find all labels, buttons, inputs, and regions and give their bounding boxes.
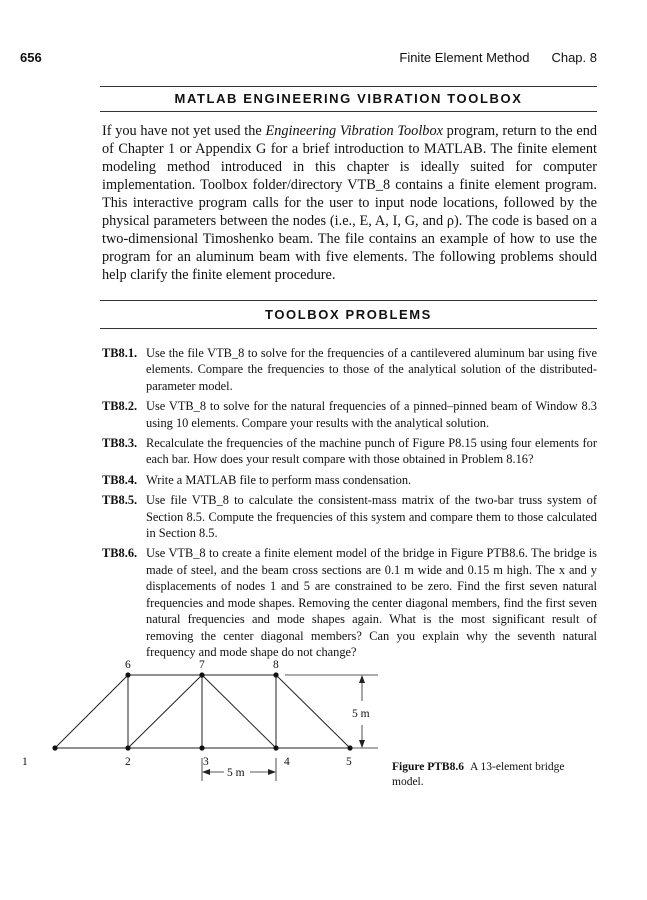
node-label: 5 [346, 756, 352, 768]
problem-item [102, 345, 597, 394]
truss-member [128, 675, 202, 748]
truss-node [52, 745, 57, 750]
truss-node [125, 745, 130, 750]
problem-item [102, 398, 597, 431]
problem-item [102, 435, 597, 468]
truss-node [125, 672, 130, 677]
truss-node [273, 745, 278, 750]
toolbox-section-heading: MATLAB ENGINEERING VIBRATION TOOLBOX [174, 91, 523, 106]
figure-caption [392, 760, 592, 790]
problem-item [102, 472, 597, 488]
problems-list [102, 345, 597, 664]
node-label: 6 [125, 659, 131, 671]
problem-text: Write a MATLAB file to perform mass condensation. [146, 472, 412, 487]
problem-number: TB8.5. [102, 493, 138, 508]
problem-number: TB8.4. [102, 472, 138, 487]
problem-item [102, 545, 597, 660]
chapter-label: Chap. 8 [551, 50, 597, 65]
figure-caption-label: Figure PTB8.6 [392, 761, 464, 773]
toolbox-heading-bottom-rule [100, 111, 597, 112]
problem-text: Use the file VTB_8 to solve for the frequencies of a cantilevered aluminum bar using five elements. Compare the frequencies to those of the analytical solution of the distributed-parameter model. [146, 346, 597, 393]
node-label: 4 [284, 756, 290, 768]
truss-node [199, 745, 204, 750]
problem-text: Use VTB_8 to solve for the natural frequencies of a pinned–pinned beam of Window 8.3 using 10 elements. Compare your results with the analytical solution. [146, 399, 597, 430]
figure-caption-text: A 13-element bridge model. [392, 761, 565, 788]
problem-number: TB8.2. [102, 399, 138, 414]
problem-text: Use VTB_8 to create a finite element model of the bridge in Figure PTB8.6. The bridge is made of steel, and the beam cross sections are 0.1 m wide and 0.15 m high. The x and y displacements of nodes 1 and 5 are constrained to be zero. Find the first seven natural frequencies and mode shapes. Removing the center diagonal members, find the first seven natural frequencies and mode shapes again. What is the most significant result of removing the center diagonal members? Can you explain why the seventh natural frequency and mode shape do not change? [146, 546, 597, 659]
node-label: 1 [22, 756, 28, 768]
problem-number: TB8.1. [102, 346, 138, 360]
height-dimension-label: 5 m [352, 708, 370, 720]
toolbox-intro-paragraph [102, 122, 597, 284]
truss-member [55, 675, 128, 748]
truss-member [276, 675, 350, 748]
truss-node [199, 672, 204, 677]
down-arrow-icon [359, 740, 365, 748]
intro-text-start: If you have not yet used the [102, 123, 266, 139]
problems-section-heading: TOOLBOX PROBLEMS [265, 307, 432, 322]
problem-text: Recalculate the frequencies of the machine punch of Figure P8.15 using four elements for each bar. How does your result compare with those obtained in Problem 8.16? [146, 436, 597, 467]
problem-item [102, 492, 597, 541]
book-title: Finite Element Method [399, 50, 530, 65]
width-dimension-label: 5 m [227, 767, 245, 779]
toolbox-heading-top-rule [100, 86, 597, 87]
problem-number: TB8.6. [102, 546, 138, 561]
node-label: 7 [199, 659, 205, 671]
problem-number: TB8.3. [102, 436, 138, 451]
right-arrow-icon [268, 769, 276, 775]
node-label: 8 [273, 659, 279, 671]
truss-node [273, 672, 278, 677]
problem-text: Use file VTB_8 to calculate the consistent-mass matrix of the two-bar truss system of Section 8.5. Compute the frequencies of this system and compare them to those calculated in Section 8.5. [146, 493, 597, 541]
left-arrow-icon [202, 769, 210, 775]
intro-program-name: Engineering Vibration Toolbox [265, 123, 443, 139]
node-label: 3 [203, 756, 209, 768]
up-arrow-icon [359, 675, 365, 683]
truss-member [202, 675, 276, 748]
node-label: 2 [125, 756, 131, 768]
page-number: 656 [20, 50, 42, 65]
running-head [399, 50, 597, 65]
problems-heading-bottom-rule [100, 328, 597, 329]
intro-text-rest: program, return to the end of Chapter 1 or Appendix G for a brief introduction to MATLAB. The finite element modeling method introduced in this chapter is ideally suited for computer implementation. Toolbox folder/directory VTB_8 contains a finite element program. This interactive program calls for the user to input node locations, followed by the physical parameters between the nodes (i.e., E, A, I, G, and ρ). The code is based on a two-dimensional Timoshenko beam. The file contains an example of how to use the program for an aluminum beam with five elements. The following problems should help clarify the finite element procedure. [102, 123, 597, 283]
problems-heading-top-rule [100, 300, 597, 301]
